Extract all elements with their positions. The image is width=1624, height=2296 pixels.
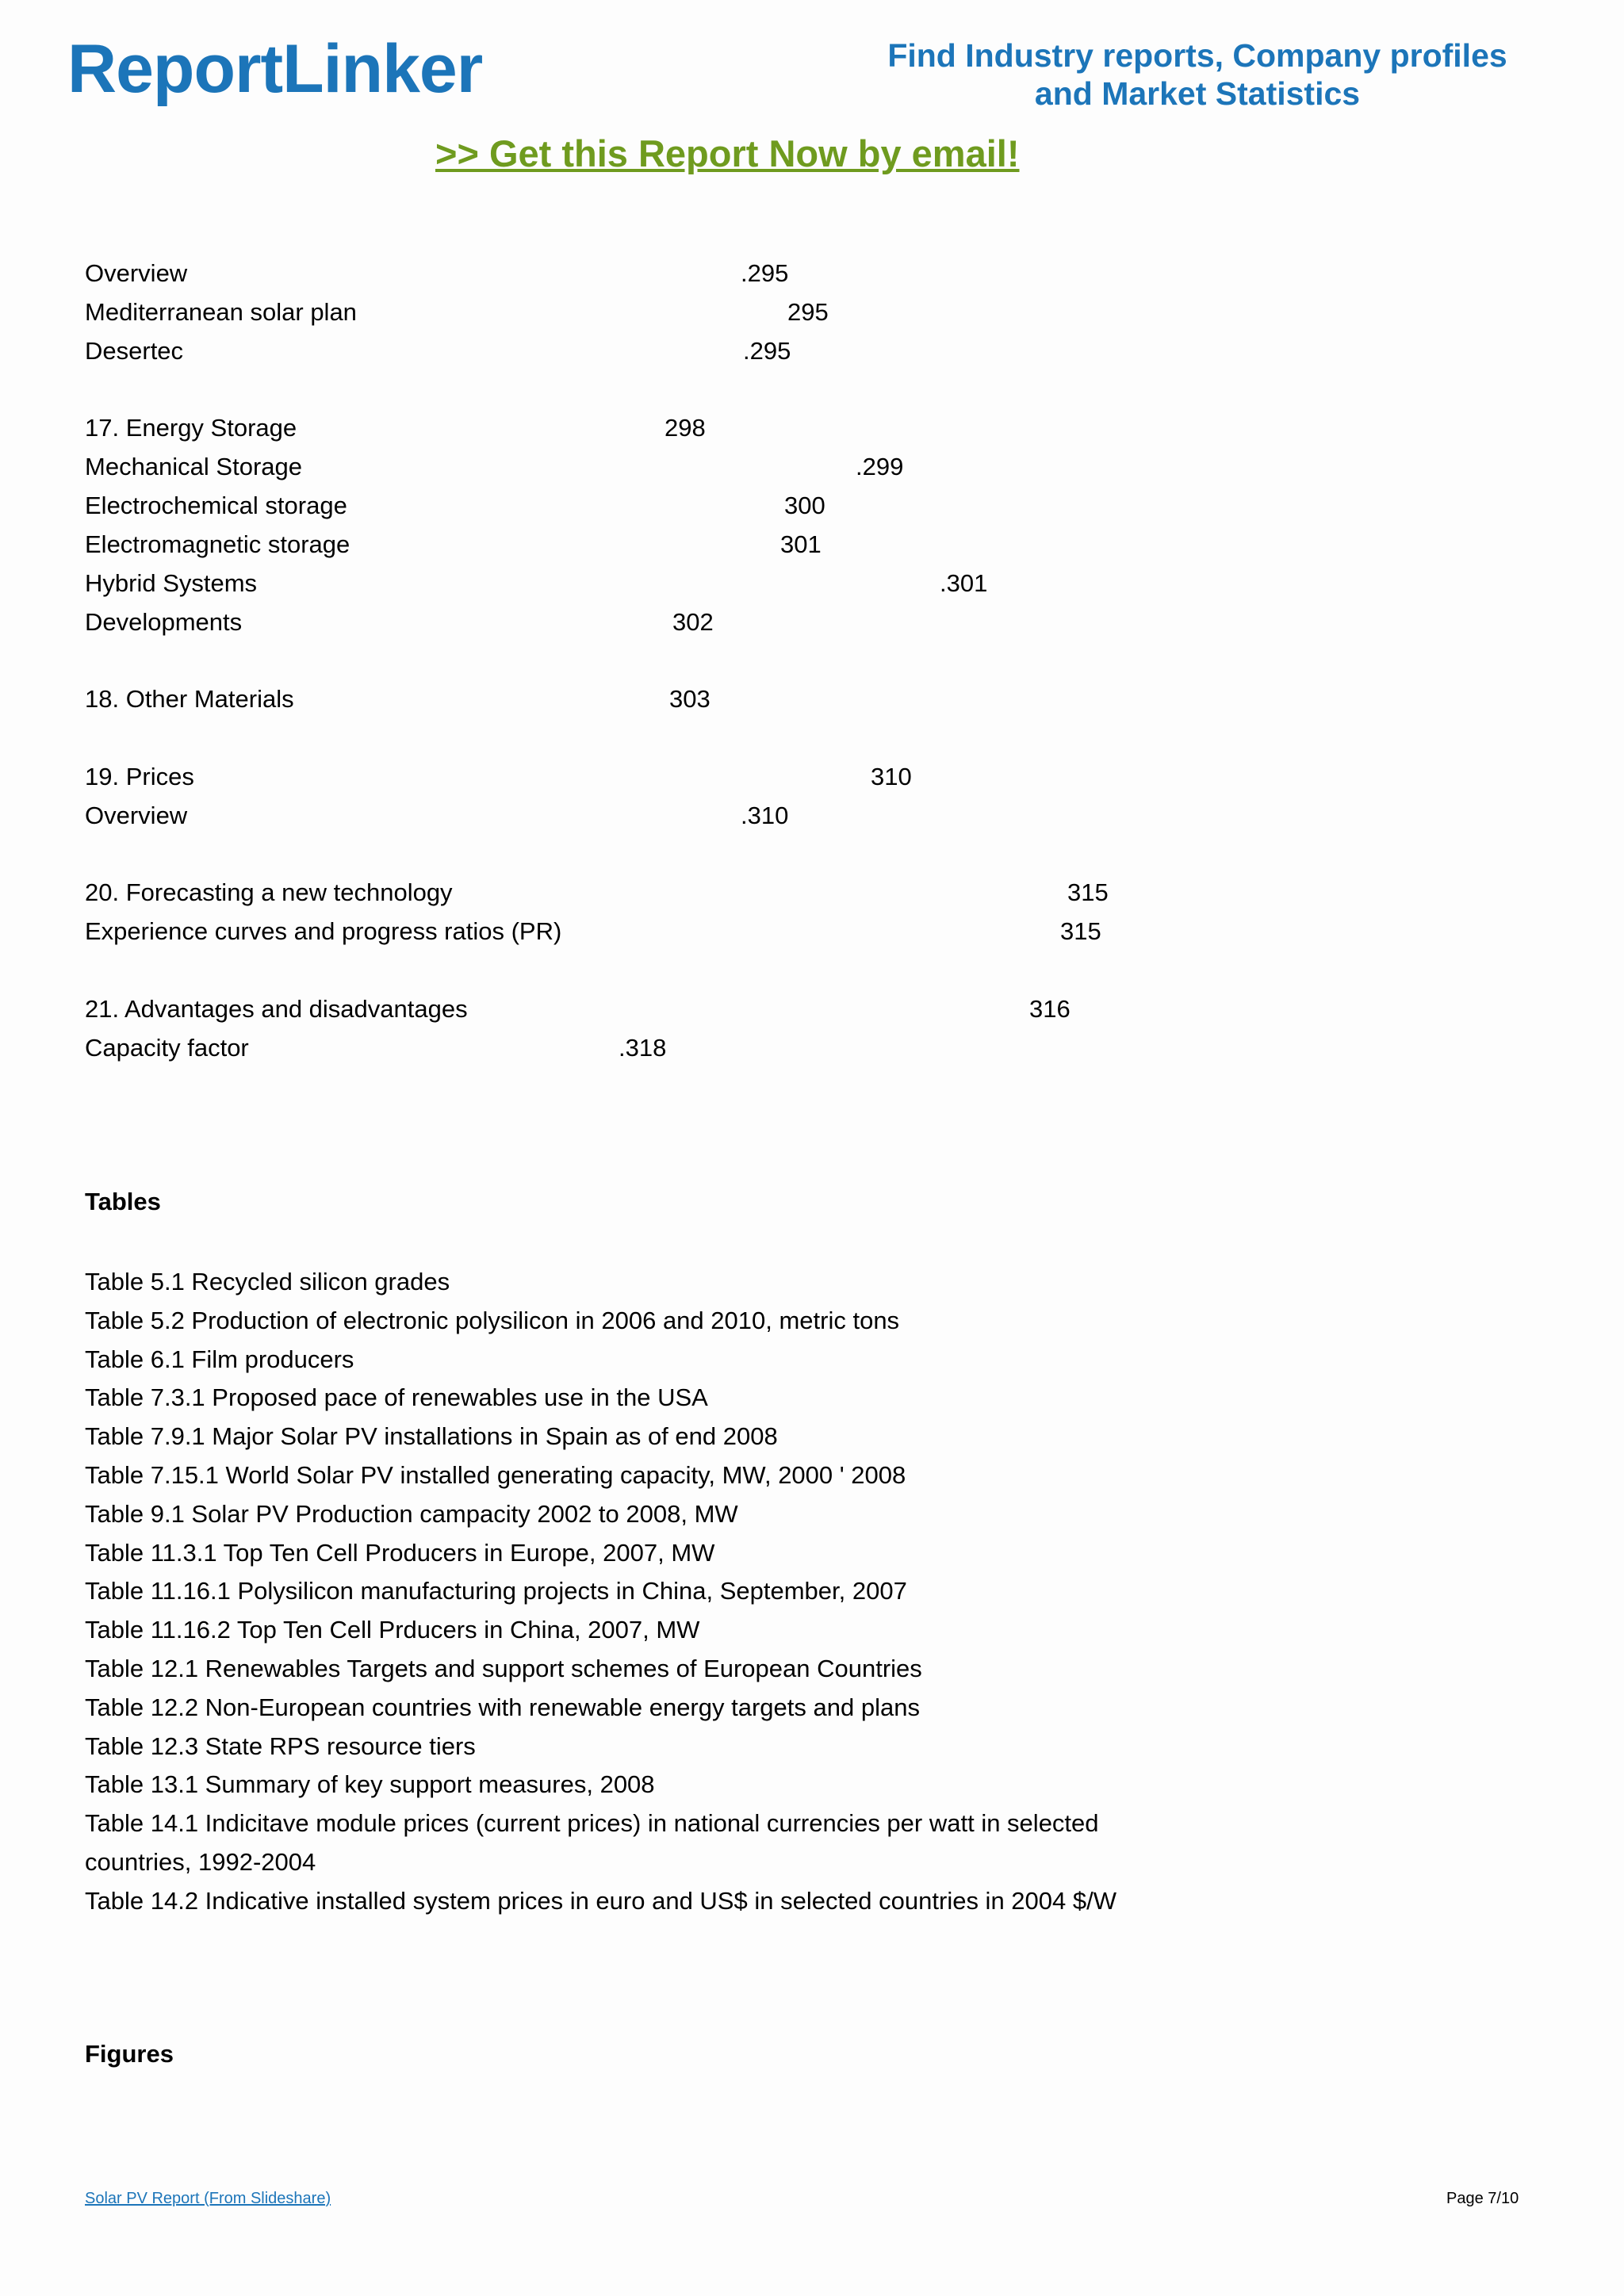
list-item: Table 7.9.1 Major Solar PV installations in Spain as of end 2008 bbox=[85, 1422, 778, 1451]
list-item: countries, 1992-2004 bbox=[85, 1847, 316, 1876]
tables-list bbox=[85, 1263, 1211, 1921]
tables-heading: Tables bbox=[85, 1188, 161, 1215]
toc-title: Capacity factor bbox=[85, 1034, 249, 1062]
toc-page: 300 bbox=[784, 492, 825, 519]
toc-row bbox=[85, 490, 1195, 522]
toc-row bbox=[85, 412, 1195, 444]
list-item: Table 14.2 Indicative installed system prices in euro and US$ in selected countries in 2004 $/W bbox=[85, 1886, 1116, 1915]
toc-page: 310 bbox=[871, 763, 912, 790]
toc-row bbox=[85, 761, 1195, 793]
reportlinker-logo[interactable]: ReportLinker bbox=[67, 31, 483, 107]
toc-row bbox=[85, 993, 1195, 1025]
list-item: Table 12.3 State RPS resource tiers bbox=[85, 1732, 476, 1760]
toc-title: Hybrid Systems bbox=[85, 569, 258, 597]
toc-row bbox=[85, 529, 1195, 561]
page-number: Page 7/10 bbox=[1446, 2190, 1519, 2207]
toc-page: 315 bbox=[1060, 917, 1101, 945]
toc-page: .295 bbox=[743, 337, 791, 365]
toc-title: 17. Energy Storage bbox=[85, 414, 297, 442]
list-item: Table 5.2 Production of electronic polysilicon in 2006 and 2010, metric tons bbox=[85, 1306, 900, 1334]
toc-title: Desertec bbox=[85, 337, 184, 365]
toc-row bbox=[85, 800, 1195, 832]
toc-row bbox=[85, 258, 1195, 289]
toc-page: 295 bbox=[787, 298, 829, 326]
toc-row bbox=[85, 568, 1195, 599]
toc-title: Overview bbox=[85, 259, 188, 287]
toc-title: Electromagnetic storage bbox=[85, 530, 350, 558]
toc-row bbox=[85, 607, 1195, 638]
figures-heading: Figures bbox=[85, 2040, 174, 2068]
list-item: Table 7.15.1 World Solar PV installed generating capacity, MW, 2000 ' 2008 bbox=[85, 1460, 906, 1489]
toc-row bbox=[85, 683, 1195, 715]
toc-page: 303 bbox=[669, 685, 710, 713]
toc-row bbox=[85, 877, 1195, 909]
toc-page: .295 bbox=[741, 259, 789, 287]
toc-page: .318 bbox=[619, 1034, 667, 1062]
list-item: Table 9.1 Solar PV Production campacity 2002 to 2008, MW bbox=[85, 1499, 738, 1528]
toc-page: .310 bbox=[741, 802, 789, 829]
tagline-line-2: and Market Statistics bbox=[1034, 75, 1361, 112]
toc-page: 315 bbox=[1067, 878, 1109, 906]
header-tagline bbox=[856, 36, 1538, 113]
toc-title: 20. Forecasting a new technology bbox=[85, 878, 453, 906]
toc-title: Mechanical Storage bbox=[85, 453, 302, 480]
toc-title: 18. Other Materials bbox=[85, 685, 294, 713]
list-item: Table 12.1 Renewables Targets and support schemes of European Countries bbox=[85, 1654, 922, 1682]
tagline-line-1: Find Industry reports, Company profiles bbox=[887, 37, 1507, 74]
list-item: Table 12.2 Non-European countries with renewable energy targets and plans bbox=[85, 1693, 920, 1721]
list-item: Table 7.3.1 Proposed pace of renewables use in the USA bbox=[85, 1383, 708, 1412]
get-report-link[interactable]: >> Get this Report Now by email! bbox=[435, 132, 1020, 174]
toc-title: Experience curves and progress ratios (PR) bbox=[85, 917, 562, 945]
list-item: Table 6.1 Film producers bbox=[85, 1345, 354, 1373]
list-item: Table 14.1 Indicitave module prices (current prices) in national currencies per watt in selected bbox=[85, 1809, 1099, 1838]
toc-title: 21. Advantages and disadvantages bbox=[85, 995, 468, 1023]
toc-title: Electrochemical storage bbox=[85, 492, 347, 519]
list-item: Table 13.1 Summary of key support measures, 2008 bbox=[85, 1770, 655, 1799]
list-item: Table 11.16.2 Top Ten Cell Prducers in China, 2007, MW bbox=[85, 1616, 700, 1644]
toc-row bbox=[85, 297, 1195, 328]
toc-title: 19. Prices bbox=[85, 763, 194, 790]
toc-page: 298 bbox=[665, 414, 706, 442]
toc-row bbox=[85, 916, 1195, 947]
toc-page: 302 bbox=[672, 608, 714, 636]
toc-row bbox=[85, 335, 1195, 367]
toc-page: .301 bbox=[940, 569, 988, 597]
list-item: Table 11.3.1 Top Ten Cell Producers in Europe, 2007, MW bbox=[85, 1538, 715, 1567]
toc-page: 316 bbox=[1029, 995, 1071, 1023]
footer-source-link[interactable]: Solar PV Report (From Slideshare) bbox=[85, 2190, 331, 2207]
toc-page: .299 bbox=[856, 453, 904, 480]
toc-title: Developments bbox=[85, 608, 243, 636]
list-item: Table 11.16.1 Polysilicon manufacturing projects in China, September, 2007 bbox=[85, 1577, 907, 1605]
toc-page: 301 bbox=[780, 530, 822, 558]
list-item: Table 5.1 Recycled silicon grades bbox=[85, 1268, 450, 1295]
toc-row bbox=[85, 1032, 1195, 1064]
toc-title: Mediterranean solar plan bbox=[85, 298, 357, 326]
toc-row bbox=[85, 451, 1195, 483]
toc-title: Overview bbox=[85, 802, 188, 829]
